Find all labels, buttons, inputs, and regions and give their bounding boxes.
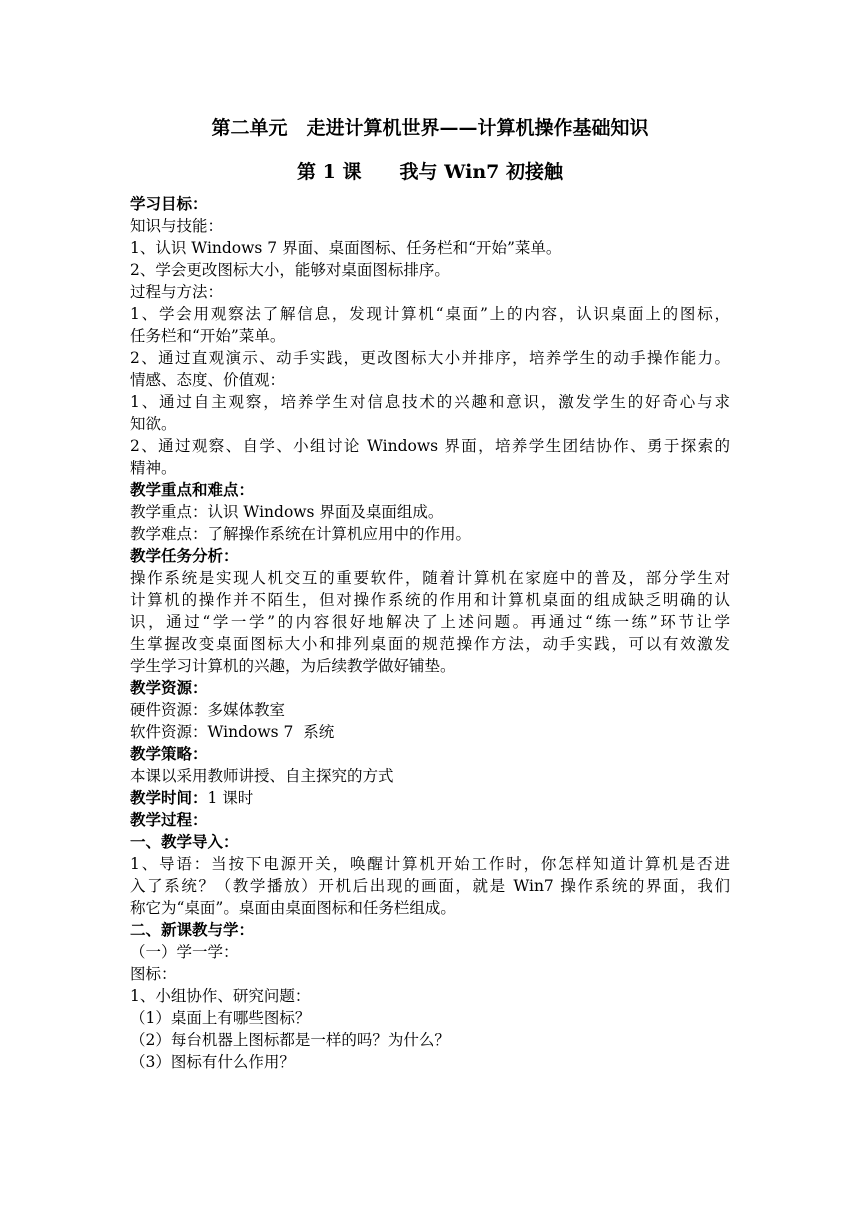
subheading-process-methods: 过程与方法： (130, 283, 224, 301)
paragraph-line: 硬件资源：多媒体教室 (130, 701, 286, 719)
paragraph-line: 教学重点：认识 Windows 界面及桌面组成。 (130, 503, 444, 521)
paragraph-line: 教学难点：了解操作系统在计算机应用中的作用。 (130, 525, 472, 543)
paragraph-line: 知欲。 (130, 415, 177, 433)
subheading-emotion-values: 情感、态度、价值观： (130, 371, 286, 389)
paragraph-line: 2、学会更改图标大小，能够对桌面图标排序。 (130, 261, 450, 279)
paragraph-line: （一）学一学： (130, 943, 239, 961)
paragraph-line: 操作系统是实现人机交互的重要软件，随着计算机在家庭中的普及，部分学生对 (130, 569, 730, 587)
teaching-time-label: 教学时间： (130, 788, 208, 807)
section-heading-introduction: 一、教学导入： (130, 832, 239, 851)
section-heading-learning-goals: 学习目标： (130, 194, 208, 213)
paragraph-line: 入了系统？（教学播放）开机后出现的画面，就是 Win7 操作系统的界面，我们 (130, 877, 730, 895)
paragraph-line: 1、学会用观察法了解信息，发现计算机“桌面”上的内容，认识桌面上的图标， (130, 305, 730, 323)
teaching-time-line (130, 787, 730, 809)
paragraph-line: 1、认识 Windows 7 界面、桌面图标、任务栏和“开始”菜单。 (130, 239, 562, 257)
list-item: （1）桌面上有哪些图标？ (130, 1009, 311, 1027)
document-body (130, 193, 730, 1073)
paragraph-line: 精神。 (130, 459, 177, 477)
paragraph-line: 1、小组协作、研究问题： (130, 987, 311, 1005)
paragraph-line: 本课以采用教师讲授、自主探究的方式 (130, 767, 394, 785)
teaching-time-value: 1 课时 (207, 789, 254, 807)
section-heading-resources: 教学资源： (130, 678, 208, 697)
list-item: （2）每台机器上图标都是一样的吗？为什么？ (130, 1031, 450, 1049)
paragraph-line: 称它为“桌面”。桌面由桌面图标和任务栏组成。 (130, 899, 456, 917)
lesson-title: 第 1 课 我与 Win7 初接触 (297, 161, 563, 183)
unit-title: 第二单元 走进计算机世界——计算机操作基础知识 (211, 117, 649, 139)
section-heading-strategy: 教学策略： (130, 744, 208, 763)
section-heading-key-points: 教学重点和难点： (130, 480, 255, 499)
paragraph-line: 1、通过自主观察，培养学生对信息技术的兴趣和意识，激发学生的好奇心与求 (130, 393, 730, 411)
section-heading-process: 教学过程： (130, 810, 208, 829)
paragraph-line: 2、通过观察、自学、小组讨论 Windows 界面，培养学生团结协作、勇于探索的 (130, 437, 730, 455)
paragraph-line: 计算机的操作并不陌生，但对操作系统的作用和计算机桌面的组成缺乏明确的认 (130, 591, 730, 609)
paragraph-line: 识，通过“学一学”的内容很好地解决了上述问题。再通过“练一练”环节让学 (130, 613, 730, 631)
paragraph-line: 任务栏和“开始”菜单。 (130, 327, 286, 345)
paragraph-line: 生掌握改变桌面图标大小和排列桌面的规范操作方法，动手实践，可以有效激发 (130, 635, 730, 653)
paragraph-line: 软件资源：Windows 7 系统 (130, 723, 335, 741)
section-heading-new-lesson: 二、新课教与学： (130, 920, 255, 939)
paragraph-line: 图标： (130, 965, 177, 983)
paragraph-line: 学生学习计算机的兴趣，为后续教学做好铺垫。 (130, 657, 456, 675)
paragraph-line: 2、通过直观演示、动手实践，更改图标大小并排序，培养学生的动手操作能力。 (130, 349, 730, 367)
subheading-knowledge-skills: 知识与技能： (130, 217, 224, 235)
section-heading-task-analysis: 教学任务分析： (130, 546, 239, 565)
paragraph-line: 1、导语：当按下电源开关，唤醒计算机开始工作时，你怎样知道计算机是否进 (130, 855, 730, 873)
list-item: （3）图标有什么作用？ (130, 1053, 295, 1071)
